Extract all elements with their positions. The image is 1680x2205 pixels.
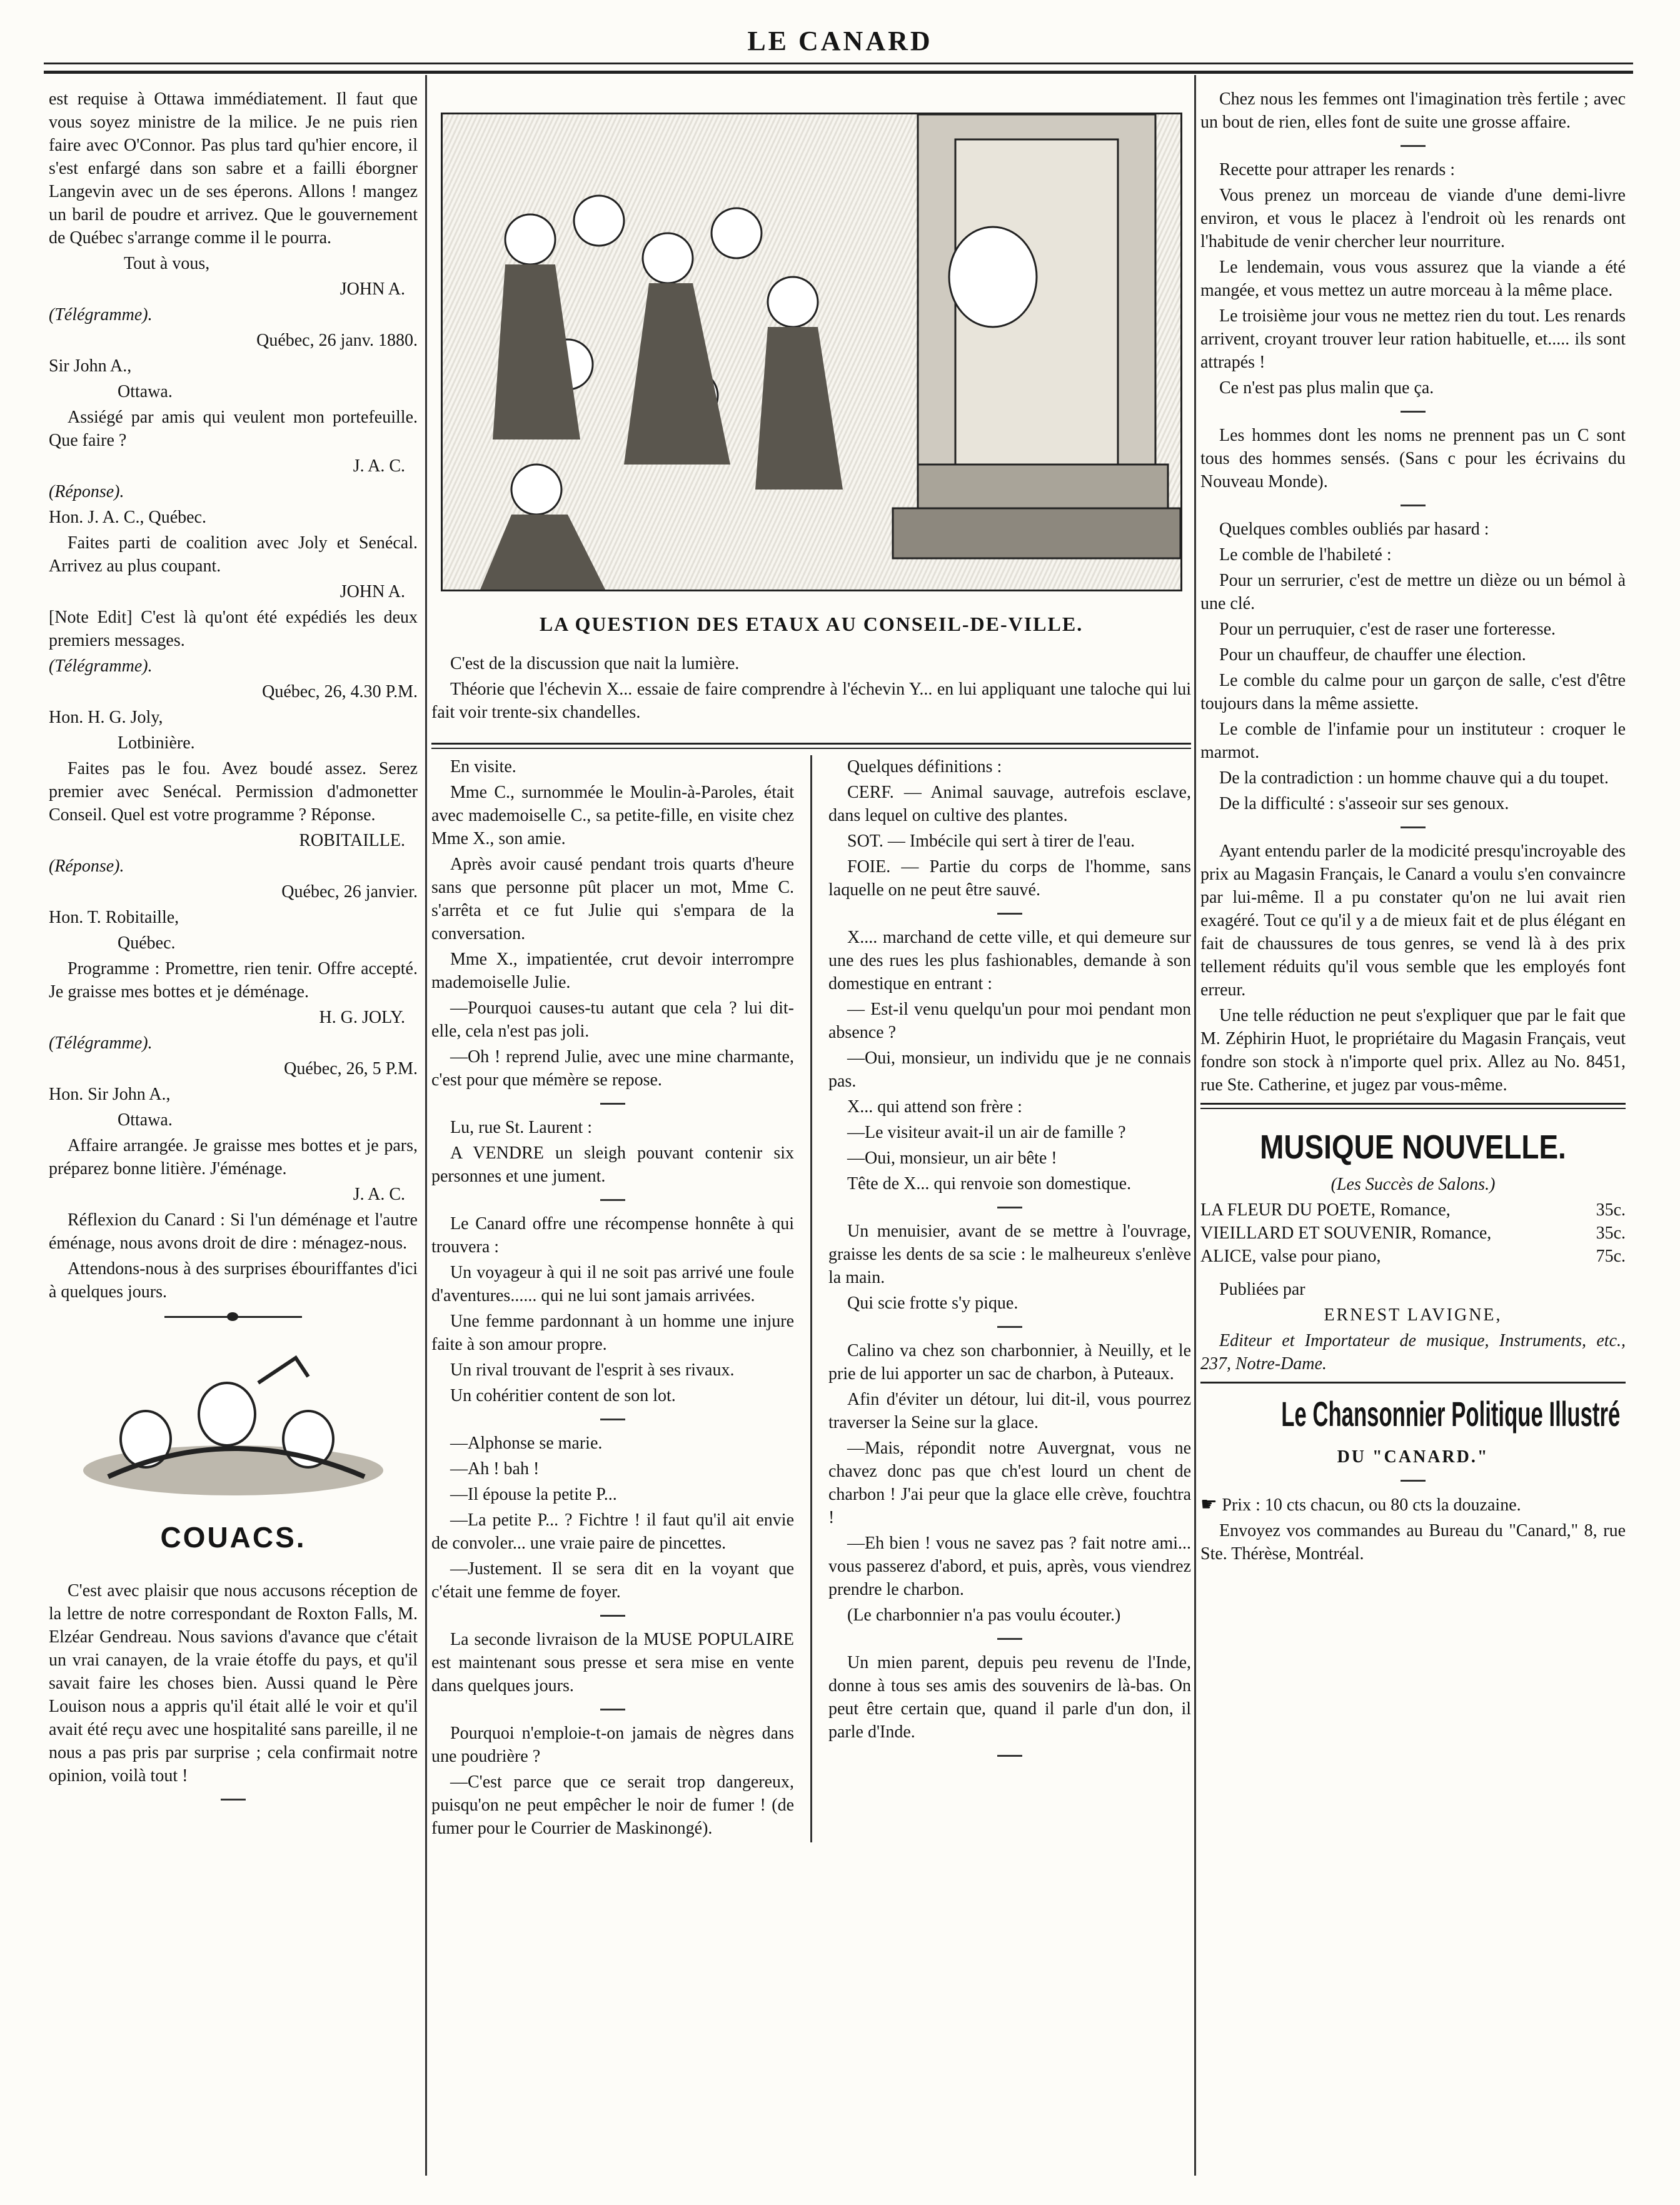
section-rule: [1200, 1382, 1626, 1384]
paragraph: Tête de X... qui renvoie son domestique.: [847, 1174, 1132, 1193]
paragraph: Le comble de l'infamie pour un instituteur : croquer le marmot.: [1200, 720, 1626, 762]
paragraph: Un menuisier, avant de se mettre à l'ouvrage, graisse les dents de sa scie : le malheureux s'enlève la main.: [828, 1222, 1191, 1287]
paragraph: Recette pour attraper les renards :: [1219, 160, 1456, 179]
paragraph: Pourquoi n'emploie-t-on jamais de nègres dans une poudrière ?: [431, 1724, 794, 1766]
short-rule: [1401, 145, 1426, 147]
salutation: Tout à vous,: [124, 254, 210, 273]
paragraph: —Mais, répondit notre Auvergnat, vous ne chavez donc pas que ch'est lourd un chent de charbon ! J'ai peur que la glace elle crève, fouchtra !: [828, 1439, 1191, 1527]
short-rule: [1401, 826, 1426, 828]
illustration-drawing: [71, 1345, 396, 1502]
label: (Télégramme).: [49, 656, 153, 676]
definition: CERF. — Animal sauvage, autrefois esclave, dans lequel on cultive des plantes.: [828, 783, 1191, 825]
publie-label: Publiées par: [1219, 1280, 1305, 1299]
ornament-divider: [164, 1316, 302, 1327]
masthead-rule: [44, 63, 1633, 74]
paragraph: Après avoir causé pendant trois quarts d'heure sans que personne pût placer un mot, Mme C. s'arrêta et ce fut Julie qui s'empara de la conversation.: [431, 855, 794, 943]
publisher-desc: Editeur et Importateur de musique, Instruments, etc., 237, Notre-Dame.: [1200, 1331, 1626, 1374]
column-divider: [425, 75, 427, 2176]
paragraph: Attendons-nous à des surprises ébouriffantes d'ici à quelques jours.: [49, 1259, 418, 1302]
musique-ad: [1200, 1128, 1626, 1375]
paragraph: X... qui attend son frère :: [847, 1097, 1022, 1117]
address: Hon. T. Robitaille,: [49, 908, 179, 927]
paragraph: Vous prenez un morceau de viande d'une demi-livre environ, et vous le placez à l'endroit où les renards ont l'habitude de venir chercher leur nourriture.: [1200, 186, 1626, 251]
paragraph: Affaire arrangée. Je graisse mes bottes et je pars, préparez bonne litière. J'éménage.: [49, 1136, 418, 1178]
caption-line: Théorie que l'échevin X... essaie de faire comprendre à l'échevin Y... en lui appliquant une taloche qui lui fait voir trente-six chandelles.: [431, 680, 1191, 722]
signature: J. A. C.: [353, 456, 405, 476]
paragraph: (Le charbonnier n'a pas voulu écouter.): [847, 1605, 1121, 1625]
paragraph: Mme X., impatientée, crut devoir interrompre mademoiselle Julie.: [431, 950, 794, 992]
item-name: ALICE, valse pour piano,: [1200, 1247, 1381, 1266]
short-rule: [997, 1207, 1022, 1208]
label: (Télégramme).: [49, 305, 153, 324]
paragraph: Le troisième jour vous ne mettez rien du tout. Les renards arrivent, croyant trouver leur ration habituelle, et..... ils sont attrapés !: [1200, 306, 1626, 372]
address: Hon. H. G. Joly,: [49, 708, 163, 727]
pointing-hand-icon: ☛: [1200, 1494, 1222, 1515]
paragraph: Ce n'est pas plus malin que ça.: [1219, 378, 1434, 398]
item-name: VIEILLARD ET SOUVENIR, Romance,: [1200, 1223, 1492, 1243]
short-rule: [1401, 1480, 1426, 1482]
section-rule: [431, 743, 1191, 749]
paragraph: Le comble du calme pour un garçon de salle, c'est d'être toujours dans la même assiette.: [1200, 671, 1626, 713]
column-1: [49, 88, 418, 2188]
paragraph: Le lendemain, vous vous assurez que la viande a été mangée, et vous mettez un autre morceau à la même place.: [1200, 258, 1626, 300]
address: Hon. Sir John A.,: [49, 1085, 171, 1104]
paragraph: Mme C., surnommée le Moulin-à-Paroles, était avec mademoiselle C., sa petite-fille, en visite chez Mme X., son amie.: [431, 783, 794, 848]
short-rule: [221, 1799, 246, 1801]
caption-line: C'est de la discussion que nait la lumière.: [450, 654, 740, 673]
label: (Réponse).: [49, 856, 124, 876]
column-3: [1200, 88, 1626, 2188]
definition: SOT. — Imbécile qui sert à tirer de l'eau.: [847, 831, 1135, 851]
address: Ottawa.: [118, 1110, 173, 1130]
signature: JOHN A.: [340, 279, 405, 299]
couacs-illustration: [71, 1345, 396, 1502]
paragraph: —Oh ! reprend Julie, avec une mine charmante, c'est pour que mémère se repose.: [431, 1047, 794, 1090]
dateline: Québec, 26 janvier.: [281, 882, 418, 902]
musique-item: [1200, 1198, 1626, 1222]
paragraph: Faites parti de coalition avec Joly et Senécal. Arrivez au plus coupant.: [49, 533, 418, 576]
paragraph: Calino va chez son charbonnier, à Neuilly, et le prie de lui apporter un sac de charbon, à Puteaux.: [828, 1341, 1191, 1384]
chansonnier-subtitle: DU "CANARD.": [1337, 1447, 1489, 1467]
dateline: Québec, 26, 4.30 P.M.: [262, 682, 418, 701]
address: Québec.: [118, 933, 176, 953]
sub-column-right: [828, 755, 1191, 1842]
musique-item: [1200, 1245, 1626, 1268]
section-rule: [1200, 1103, 1626, 1109]
paragraph: Les hommes dont les noms ne prennent pas un C sont tous des hommes sensés. (Sans c pour les écrivains du Nouveau Monde).: [1200, 426, 1626, 491]
price-line: [1200, 1493, 1626, 1517]
paragraph: —Ah ! bah !: [450, 1459, 540, 1479]
sub-column-left: [431, 755, 794, 1842]
paragraph: —Le visiteur avait-il un air de famille ?: [847, 1123, 1126, 1142]
paragraph: Qui scie frotte s'y pique.: [847, 1293, 1019, 1313]
paragraph: Chez nous les femmes ont l'imagination très fertile ; avec un bout de rien, elles font de suite une grosse affaire.: [1200, 89, 1626, 132]
paragraph: —Il épouse la petite P...: [450, 1485, 617, 1504]
paragraph: Un cohéritier content de son lot.: [450, 1386, 676, 1405]
item-heading: Quelques définitions :: [847, 757, 1002, 776]
sub-columns: [431, 755, 1191, 1842]
paragraph: Le comble de l'habileté :: [1219, 545, 1392, 565]
paragraph: —Alphonse se marie.: [450, 1434, 603, 1453]
paragraph: Un mien parent, depuis peu revenu de l'Inde, donne à tous ses amis des souvenirs de là-bas. On peut être certain que, quand il parle d'un don, il parle d'Inde.: [828, 1653, 1191, 1742]
column-2: [431, 88, 1191, 2188]
paragraph: — Est-il venu quelqu'un pour moi pendant mon absence ?: [828, 1000, 1191, 1042]
dateline: Québec, 26 janv. 1880.: [256, 331, 418, 350]
paragraph: —Oui, monsieur, un individu que je ne connais pas.: [828, 1048, 1191, 1091]
address: Lotbinière.: [118, 733, 195, 753]
paragraph: A VENDRE un sleigh pouvant contenir six personnes et une jument.: [431, 1143, 794, 1186]
paragraph: —Oui, monsieur, un air bête !: [847, 1148, 1057, 1168]
label: (Réponse).: [49, 482, 124, 501]
sub-column-divider: [810, 755, 812, 1842]
paragraph: La seconde livraison de la MUSE POPULAIRE est maintenant sous presse et sera mise en vente dans quelques jours.: [431, 1630, 794, 1695]
short-rule: [997, 913, 1022, 915]
short-rule: [600, 1199, 625, 1201]
paragraph: Pour un serrurier, c'est de mettre un dièze ou un bémol à une clé.: [1200, 571, 1626, 613]
signature: J. A. C.: [353, 1185, 405, 1204]
short-rule: [997, 1638, 1022, 1640]
editor-note: [Note Edit] C'est là qu'ont été expédiés les deux premiers messages.: [49, 608, 418, 650]
order-text: Envoyez vos commandes au Bureau du "Canard," 8, rue Ste. Thérèse, Montréal.: [1200, 1521, 1626, 1564]
paragraph: —Pourquoi causes-tu autant que cela ? lui dit-elle, cela n'est pas joli.: [431, 998, 794, 1041]
column-divider: [1194, 75, 1196, 2176]
paragraph: Pour un chauffeur, de chauffer une élection.: [1219, 645, 1526, 665]
paragraph: Assiégé par amis qui veulent mon portefeuille. Que faire ?: [49, 408, 418, 450]
masthead-title: LE CANARD: [747, 26, 933, 56]
paragraph: Ayant entendu parler de la modicité presqu'incroyable des prix au Magasin Français, le Canard a voulu s'en convaincre par lui-même. Il a pu constater qu'on ne lui avait rien exagéré. Tout ce qu'il y a de mieux fait et de plus élégant en fait de chaussures de tous genres, se vend là à des prix tellement réduits qu'il vous semble que les employés font erreur.: [1200, 841, 1626, 1000]
short-rule: [600, 1709, 625, 1710]
paragraph: Un rival trouvant de l'esprit à ses rivaux.: [450, 1360, 735, 1380]
item-price: 35c.: [1596, 1223, 1626, 1243]
musique-title: MUSIQUE NOUVELLE.: [1260, 1128, 1566, 1166]
paragraph: Une telle réduction ne peut s'expliquer que par le fait que M. Zéphirin Huot, le propriétaire du Magasin Français, veut fondre son stock à n'importe quel prix. Allez au No. 8451, rue Ste. Catherine, et jugez par vous-même.: [1200, 1006, 1626, 1095]
signature: H. G. JOLY.: [319, 1008, 405, 1027]
paragraph: Faites pas le fou. Avez boudé assez. Serez premier avec Senécal. Permission d'admonetter Conseil. Quel est votre programme ? Réponse.: [49, 759, 418, 825]
short-rule: [600, 1419, 625, 1420]
paragraph: est requise à Ottawa immédiatement. Il faut que vous soyez ministre de la milice. Je ne puis rien faire avec O'Connor. Pas plus tard qu'hier encore, il s'est enfargé dans son sabre et a failli éborgner Langevin avec un de ses éperons. Allons ! mangez un baril de poudre et arrivez. Que le gouvernement de Québec s'arrange comme il le pourra.: [49, 89, 418, 248]
short-rule: [600, 1103, 625, 1105]
address: Hon. J. A. C., Québec.: [49, 508, 206, 527]
address: Ottawa.: [118, 382, 173, 401]
paragraph: Pour un perruquier, c'est de raser une forteresse.: [1219, 620, 1556, 639]
musique-item: [1200, 1222, 1626, 1245]
paragraph: Réflexion du Canard : Si l'un déménage et l'autre éménage, nous avons droit de dire : ménagez-nous.: [49, 1210, 418, 1253]
short-rule: [997, 1755, 1022, 1757]
council-engraving: [441, 113, 1182, 591]
dateline: Québec, 26, 5 P.M.: [284, 1059, 418, 1078]
address: Sir John A.,: [49, 356, 132, 376]
publisher-name: ERNEST LAVIGNE,: [1324, 1305, 1502, 1325]
chansonnier-title: Le Chansonnier Politique Illustré: [1281, 1394, 1621, 1434]
paragraph: Programme : Promettre, rien tenir. Offre accepté. Je graisse mes bottes et je déménage.: [49, 959, 418, 1002]
signature: ROBITAILLE.: [299, 831, 405, 850]
paragraph: —C'est parce que ce serait trop dangereux, puisqu'on ne peut empêcher le noir de fumer ! (de fumer pour le Courrier de Maskinongé).: [431, 1772, 794, 1838]
paragraph: Lu, rue St. Laurent :: [450, 1118, 593, 1137]
paragraph: Un voyageur à qui il ne soit pas arrivé une foule d'aventures...... qui ne lui sont jamais arrivées.: [431, 1263, 794, 1305]
paragraph: Le Canard offre une récompense honnête à qui trouvera :: [431, 1214, 794, 1257]
paragraph: —Eh bien ! vous ne savez pas ? fait notre ami... vous passerez d'abord, et puis, après, vous viendrez prendre le charbon.: [828, 1534, 1191, 1599]
definition: FOIE. — Partie du corps de l'homme, sans laquelle on ne peut être sauvé.: [828, 857, 1191, 900]
price-text: Prix : 10 cts chacun, ou 80 cts la douzaine.: [1222, 1495, 1521, 1515]
paragraph: C'est avec plaisir que nous accusons réception de la lettre de notre correspondant de Roxton Falls, M. Elzéar Gendreau. Nous savions d'avance que c'était un vrai canayen, de la vraie étoffe du pays, et qu'il savait faire les choses bien. Aussi quand le Père Louison nous a appris qu'il était allé le voir et qu'il avait été reçu avec une hospitalité sans pareille, il ne nous a pas pris par surprise ; cela confirmait notre opinion, voilà tout !: [49, 1581, 418, 1786]
paragraph: Afin d'éviter un détour, lui dit-il, vous pourrez traverser la Seine sur la glace.: [828, 1390, 1191, 1432]
paragraph: Une femme pardonnant à un homme une injure faite à son amour propre.: [431, 1312, 794, 1354]
engraving-caption: LA QUESTION DES ETAUX AU CONSEIL-DE-VILLE.: [539, 613, 1084, 635]
chansonnier-ad: [1200, 1394, 1626, 1565]
musique-subtitle: (Les Succès de Salons.): [1330, 1175, 1496, 1194]
paragraph: De la difficulté : s'asseoir sur ses genoux.: [1219, 794, 1509, 813]
engraving-drawing: [443, 114, 1180, 590]
item-price: 75c.: [1596, 1247, 1626, 1266]
couacs-title: COUACS.: [160, 1521, 306, 1554]
short-rule: [997, 1326, 1022, 1328]
signature: JOHN A.: [340, 582, 405, 601]
paragraph: —La petite P... ? Fichtre ! il faut qu'il ait envie de convoler... une vraie paire de pincettes.: [431, 1510, 794, 1553]
short-rule: [1401, 411, 1426, 413]
paragraph: Quelques combles oubliés par hasard :: [1219, 520, 1489, 539]
item-heading: En visite.: [450, 757, 516, 776]
paragraph: —Justement. Il se sera dit en la voyant que c'était une femme de foyer.: [431, 1559, 794, 1602]
short-rule: [1401, 505, 1426, 506]
short-rule: [600, 1615, 625, 1617]
paragraph: De la contradiction : un homme chauve qui a du toupet.: [1219, 768, 1609, 788]
item-name: LA FLEUR DU POETE, Romance,: [1200, 1200, 1451, 1220]
paragraph: X.... marchand de cette ville, et qui demeure sur une des rues les plus fashionables, demande à son domestique en entrant :: [828, 928, 1191, 993]
label: (Télégramme).: [49, 1033, 153, 1053]
item-price: 35c.: [1596, 1200, 1626, 1220]
